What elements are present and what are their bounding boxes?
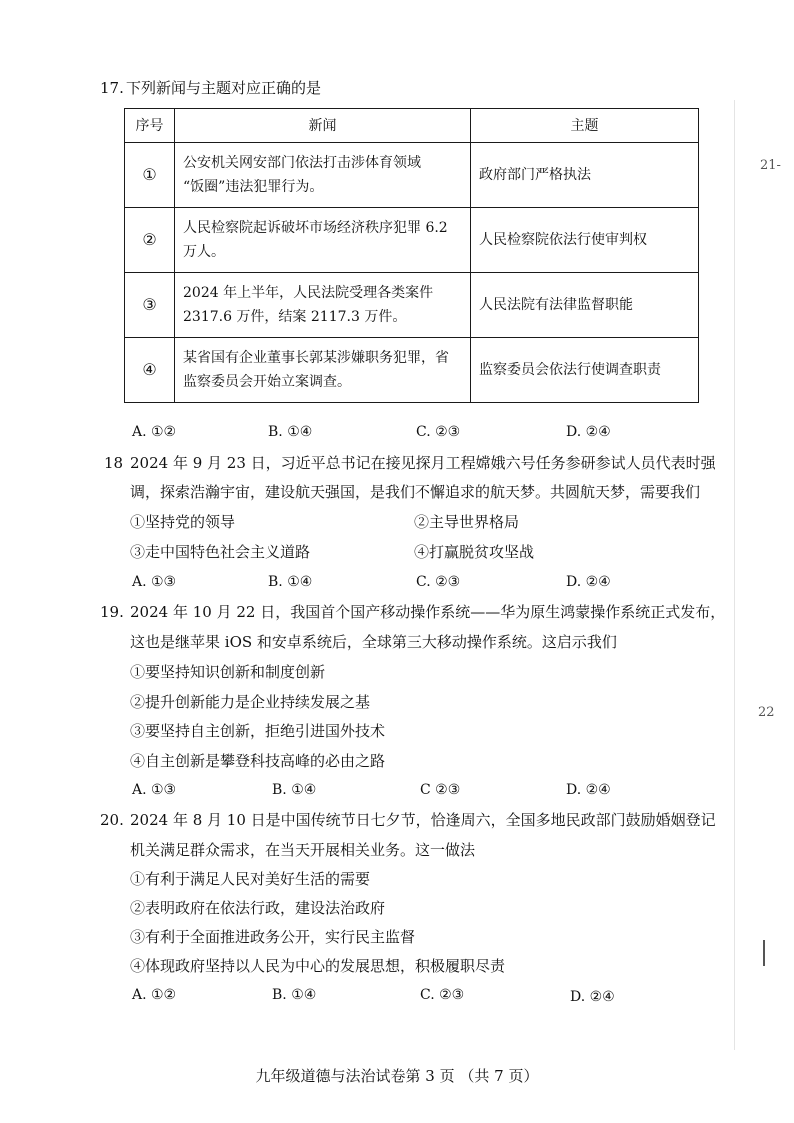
q20-choice-2: ②表明政府在依法行政，建设法治政府 [130,899,386,917]
header-theme: 主题 [471,109,699,143]
news-line: 2024 年上半年，人民法院受理各类案件 [183,285,434,301]
q19-choice-1: ①要坚持知识创新和制度创新 [130,663,326,681]
q19-choice-3: ③要坚持自主创新，拒绝引进国外技术 [130,722,386,740]
q18-choice-4: ④打赢脱贫攻坚战 [414,543,535,561]
margin-mark-1: 21- [760,158,781,173]
table-row [125,208,699,273]
row-theme: 人民检察院依法行使审判权 [471,208,699,273]
q20-option-c: C. ②③ [420,987,465,1003]
q18-option-d: D. ②④ [566,574,611,590]
q20-line-1: 2024 年 8 月 10 日是中国传统节日七夕节，恰逢周六，全国多地民政部门鼓励婚姻登记 [130,811,716,829]
row-index: ③ [125,273,175,338]
news-line: 人民检察院起诉破坏市场经济秩序犯罪 6.2 [183,220,448,236]
q19-line-2: 这也是继苹果 iOS 和安卓系统后，全球第三大移动操作系统。这启示我们 [130,633,617,651]
q20-choice-1: ①有利于满足人民对美好生活的需要 [130,870,371,888]
news-line: 万人。 [183,244,225,260]
news-line: 某省国有企业董事长郭某涉嫌职务犯罪，省 [183,350,449,366]
q18-choice-2: ②主导世界格局 [414,513,520,531]
row-news [175,208,471,273]
table-row [125,338,699,403]
row-news [175,273,471,338]
q17-stem: 下列新闻与主题对应正确的是 [126,79,322,97]
q17-number: 17. [100,79,124,97]
q17-option-d: D. ②④ [566,424,611,440]
q20-option-b: B. ①④ [272,987,317,1003]
table-row [125,273,699,338]
scan-mark-line [763,940,765,966]
q17-option-b: B. ①④ [268,424,313,440]
q19-option-c: C ②③ [420,782,461,798]
header-index: 序号 [125,109,175,143]
row-index: ④ [125,338,175,403]
row-theme: 政府部门严格执法 [471,143,699,208]
q17-table [124,108,699,403]
q18-option-b: B. ①④ [268,574,313,590]
q17-option-a: A. ①② [132,424,177,440]
news-line: 2317.6 万件，结案 2117.3 万件。 [183,309,407,325]
q20-choice-4: ④体现政府坚持以人民为中心的发展思想，积极履职尽责 [130,957,506,975]
news-line: 监察委员会开始立案调查。 [183,374,351,390]
q19-number: 19. [100,603,124,621]
row-theme: 监察委员会依法行使调查职责 [471,338,699,403]
q18-choice-1: ①坚持党的领导 [130,513,236,531]
q17-option-c: C. ②③ [416,424,461,440]
row-theme: 人民法院有法律监督职能 [471,273,699,338]
header-news: 新闻 [175,109,471,143]
table-row [125,143,699,208]
row-index: ① [125,143,175,208]
margin-mark-2: 22 [758,705,775,720]
table-header-row [125,109,699,143]
q20-option-a: A. ①② [132,987,177,1003]
q19-option-d: D. ②④ [566,782,611,798]
scan-fold-line [734,100,735,1050]
q20-number: 20. [100,811,124,829]
news-line: “饭圈”违法犯罪行为。 [183,179,324,195]
q19-choice-2: ②提升创新能力是企业持续发展之基 [130,693,371,711]
q20-line-2: 机关满足群众需求，在当天开展相关业务。这一做法 [130,841,476,859]
row-news [175,338,471,403]
q18-number: 18 [104,454,124,472]
q18-line-2: 调，探索浩瀚宇宙，建设航天强国，是我们不懈追求的航天梦。共圆航天梦，需要我们 [130,483,701,501]
q20-choice-3: ③有利于全面推进政务公开，实行民主监督 [130,928,416,946]
page-footer: 九年级道德与法治试卷第 3 页 （共 7 页） [255,1067,539,1085]
q19-option-b: B. ①④ [272,782,317,798]
q18-choice-3: ③走中国特色社会主义道路 [130,543,311,561]
q20-option-d: D. ②④ [570,989,615,1005]
row-index: ② [125,208,175,273]
q19-option-a: A. ①③ [132,782,177,798]
row-news [175,143,471,208]
q19-line-1: 2024 年 10 月 22 日，我国首个国产移动操作系统——华为原生鸿蒙操作系统正式发布， [130,603,726,621]
news-line: 公安机关网安部门依法打击涉体育领域 [183,155,421,171]
q18-line-1: 2024 年 9 月 23 日，习近平总书记在接见探月工程嫦娥六号任务参研参试人员代表时强 [130,454,716,472]
q19-choice-4: ④自主创新是攀登科技高峰的必由之路 [130,752,386,770]
q18-option-c: C. ②③ [416,574,461,590]
q18-option-a: A. ①③ [132,574,177,590]
